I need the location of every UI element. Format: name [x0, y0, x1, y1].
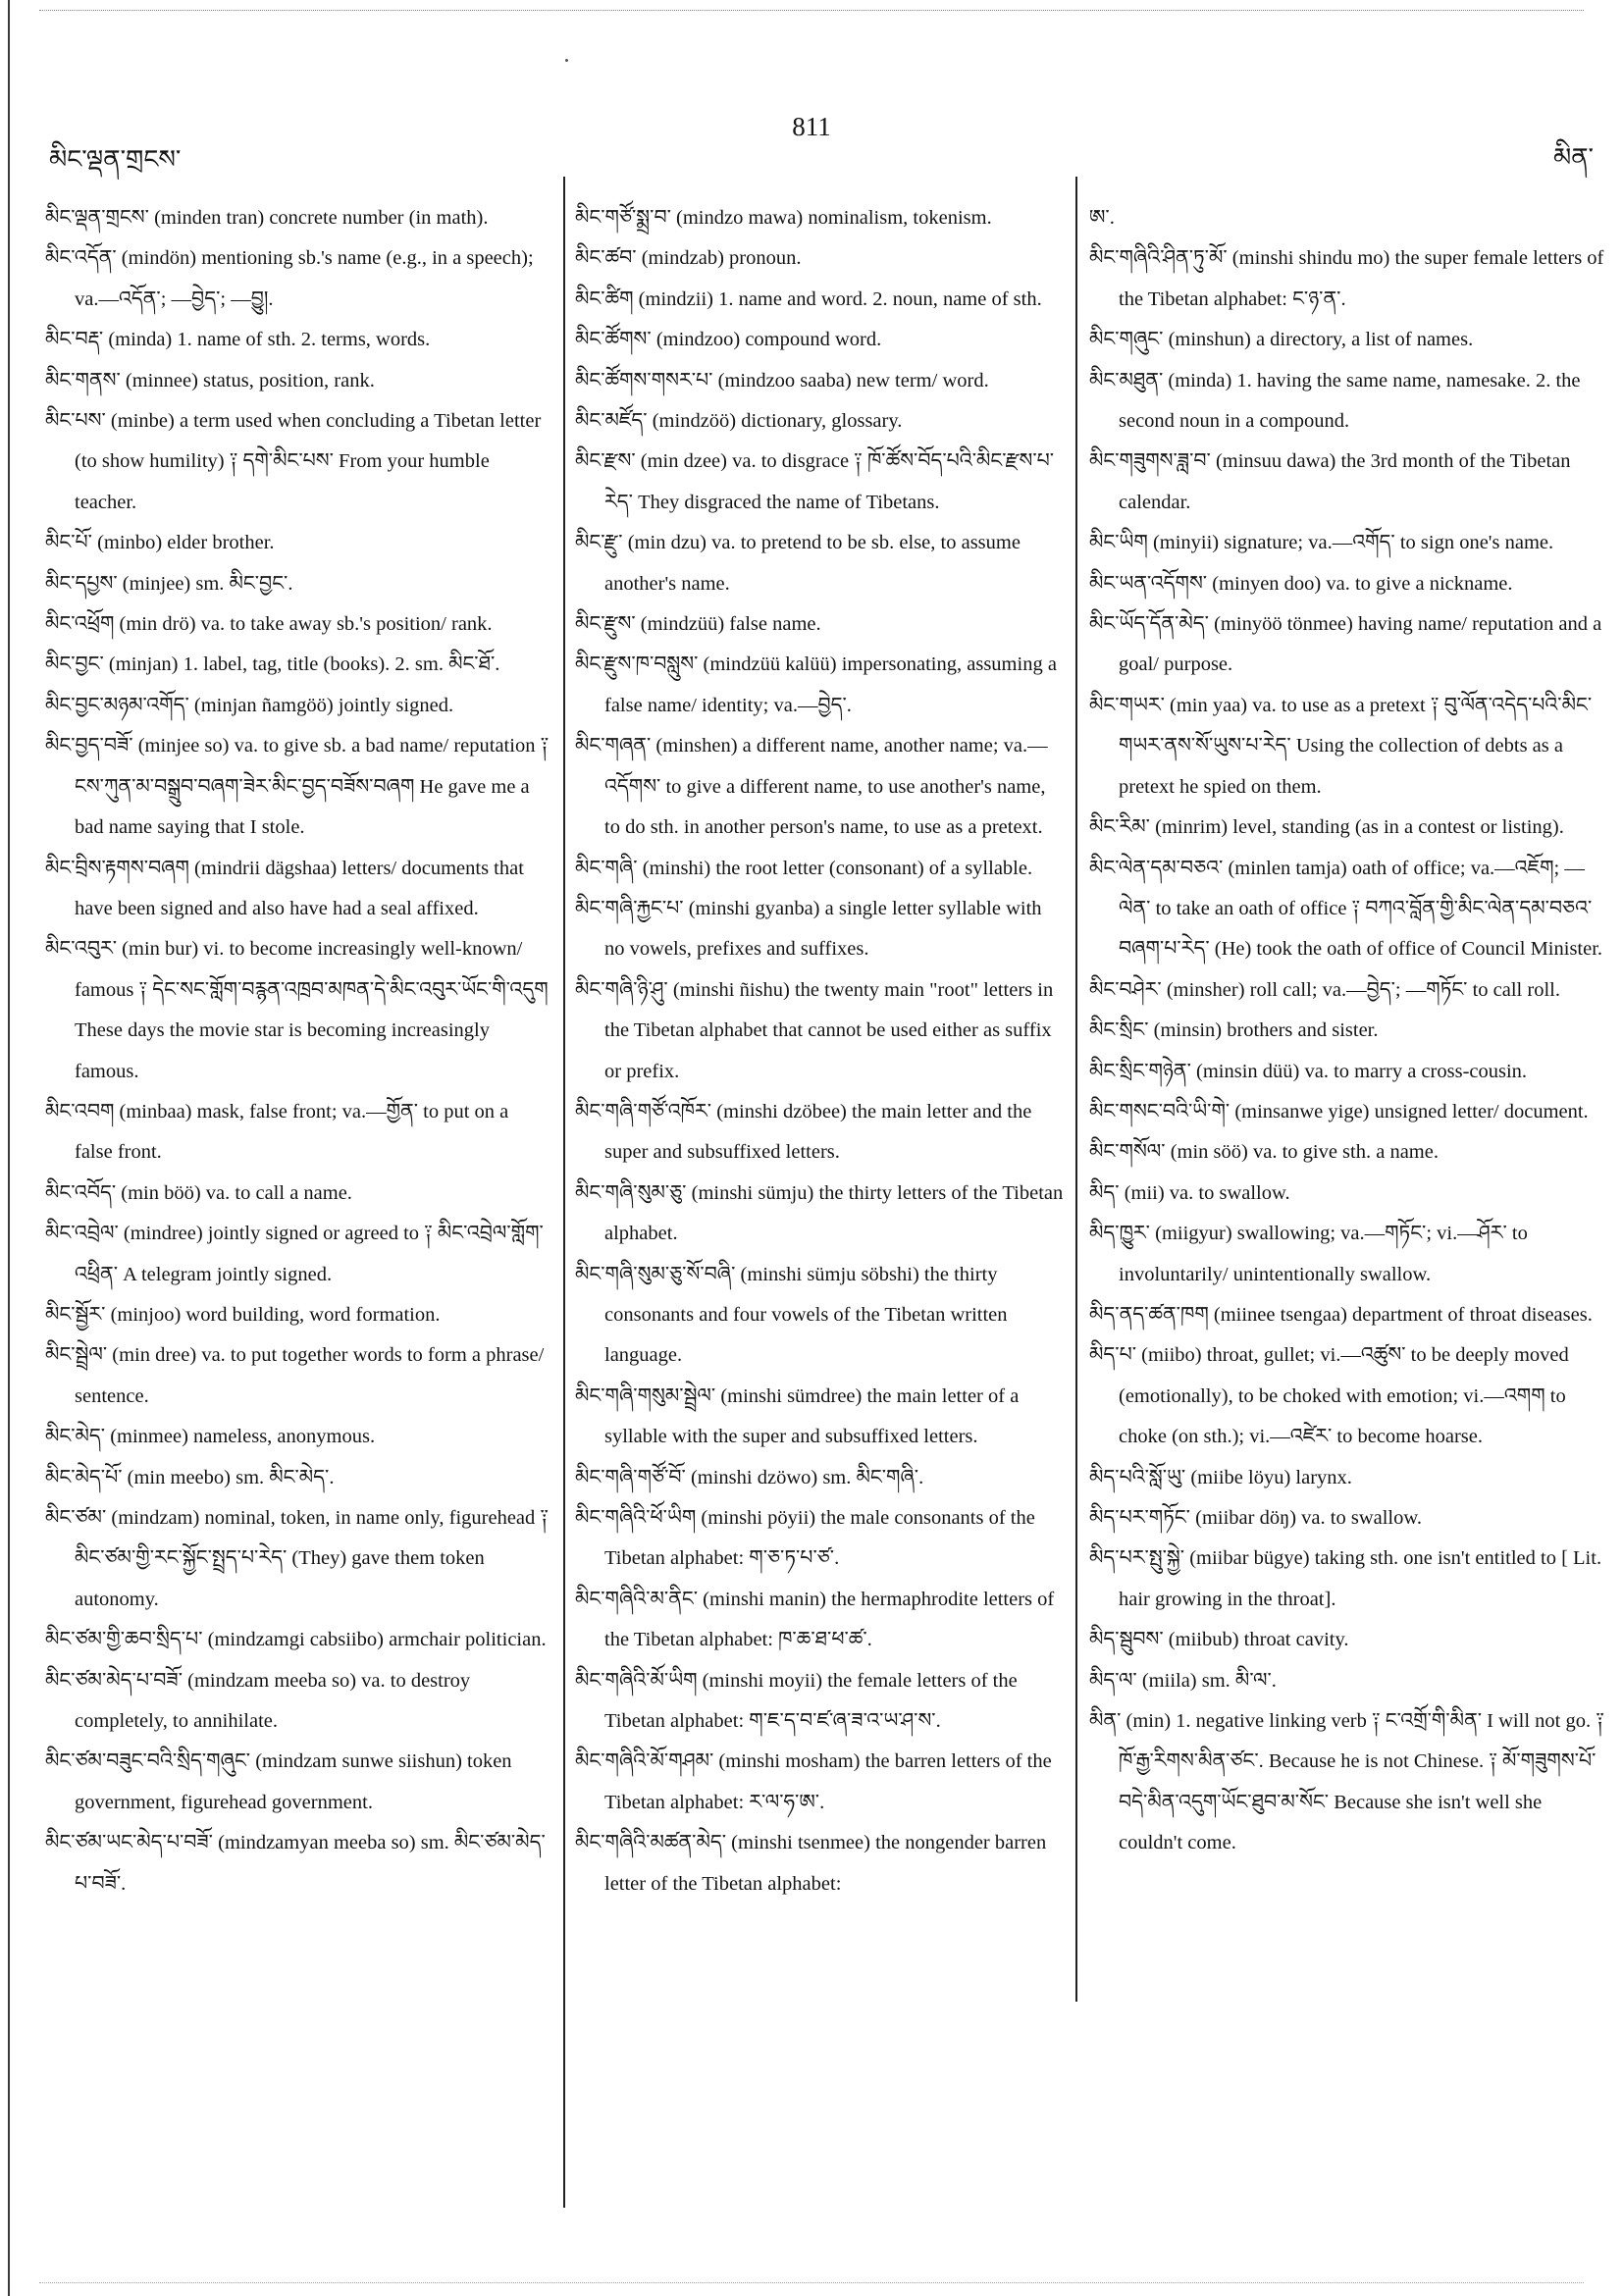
dictionary-entry: མིང་གནས་ (minnee) status, position, rank.: [45, 369, 375, 391]
dictionary-entry: མིང་བརྡ་ (minda) 1. name of sth. 2. terms, words.: [45, 329, 431, 351]
scan-bottom-edge: [39, 2282, 1584, 2284]
dictionary-entry: མིང་ཚབ་ (mindzab) pronoun.: [575, 247, 802, 270]
dictionary-entry: མིད་ལ་ (miila) sm. མི་ལ་.: [1089, 1669, 1277, 1692]
dictionary-entry: མིང་གཞི་རྐྱང་པ་ (minshi gyanba) a single letter syllable with no vowels, prefixes and suffixes.: [575, 897, 1042, 961]
dictionary-entry: མིད་ནད་ཚན་ཁག (miinee tsengaa) department of throat diseases.: [1089, 1303, 1593, 1326]
dictionary-entry: མིང་ཚིག (mindzii) 1. name and word. 2. noun, name of sth.: [575, 287, 1042, 310]
scan-speck: [565, 59, 568, 62]
dictionary-entry: མིང་ཙམ་ཡང་མེད་པ་བཟོ་ (mindzamyan meeba so) sm. མིང་ཙམ་མེད་པ་བཟོ་.: [45, 1832, 546, 1895]
dictionary-entry: མིང་པོ་ (minbo) elder brother.: [45, 532, 275, 554]
dictionary-entry: མིང་གཞི་སུམ་ཅུ་ (minshi sümju) the thirty letters of the Tibetan alphabet.: [575, 1181, 1064, 1245]
dictionary-entry: མིང་གཡར་ (min yaa) va. to use as a pretext ༑ བུ་ལོན་འདེད་པའི་མིང་གཡར་ནས་སོ་ཡུས་པ་རེད་ Using the collection of debts as a pretext he spied on them.: [1089, 694, 1593, 798]
dictionary-entry: མིང་གཞི་གསུམ་སྦྲེལ་ (minshi sümdree) the main letter of a syllable with the super and subsuffixed letters.: [575, 1384, 1020, 1448]
running-head-left: མིང་ལྡན་གྲངས་: [49, 145, 182, 174]
page-number: 811: [792, 112, 831, 141]
dictionary-entry: མིང་གཙོ་སྨྲ་བ་ (mindzo mawa) nominalism, tokenism.: [575, 207, 992, 229]
dictionary-entry: མིང་པས་ (minbe) a term used when concluding a Tibetan letter (to show humility) ༑ དགེ་མིང་པས་ From your humble teacher.: [45, 410, 542, 513]
dictionary-entry: མིང་མེད་པོ་ (min meebo) sm. མིང་མེད་.: [45, 1466, 335, 1488]
dictionary-entry: མིང་འཕྲོག (min drö) va. to take away sb.'s position/ rank.: [45, 613, 493, 636]
dictionary-entry: མིང་ཙམ་གྱི་ཆབ་སྲིད་པ་ (mindzamgi cabsiibo) armchair politician.: [45, 1629, 547, 1651]
column-divider: [563, 177, 565, 2208]
dictionary-entry: མིན་ (min) 1. negative linking verb ༑ ང་འགྲོ་གི་མིན་ I will not go. ༑ ཁོ་རྒྱ་རིགས་མིན་ཙང་. Because he is not Chinese. ༑ མོ་གཟུགས་པོ་བདེ་མིན་འདུག་ཡོང་ཐུབ་མ་སོང་ Because she isn't well she couldn't come.: [1089, 1710, 1604, 1854]
dictionary-entry: མིང་གཟུགས་ཟླ་བ་ (minsuu dawa) the 3rd month of the Tibetan calendar.: [1089, 450, 1571, 513]
dictionary-entry: མིད་སྦུབས་ (miibub) throat cavity.: [1089, 1629, 1349, 1651]
dictionary-entry: མིང་འབོད་ (min böö) va. to call a name.: [45, 1181, 352, 1204]
dictionary-entry: མིང་ཡན་འདོགས་ (minyen doo) va. to give a nickname.: [1089, 572, 1513, 595]
dictionary-entry: མིང་གཞིའི་མོ་གཤམ་ (minshi mosham) the barren letters of the Tibetan alphabet: ར་ལ་ཧ་ཨ་.: [575, 1750, 1052, 1813]
dictionary-entry: མིང་གཞིའི་ཕོ་ཡིག (minshi pöyii) the male consonants of the Tibetan alphabet: ག་ཅ་ཏ་པ་ཙ་.: [575, 1507, 1035, 1570]
dictionary-entry: མིང་འབུར་ (min bur) vi. to become increasingly well-known/ famous ༑ དེང་སང་གློག་བརྙན་འཁྲབ་མཁན་དེ་མིང་འབུར་ཡོང་གི་འདུག These days the movie star is becoming increasingly famous.: [45, 938, 549, 1082]
dictionary-entry: མིང་གཞིའི་མཚན་མེད་ (minshi tsenmee) the nongender barren letter of the Tibetan alphabet:: [575, 1832, 1047, 1895]
dictionary-entry: མིང་ལྡན་གྲངས་ (minden tran) concrete number (in math).: [45, 207, 489, 229]
dictionary-entry: མིང་གསོལ་ (min söö) va. to give sth. a name.: [1089, 1141, 1439, 1164]
dictionary-entry: མིང་སྲིང་གཉེན་ (minsin düü) va. to marry a cross-cousin.: [1089, 1060, 1528, 1082]
dictionary-entry: མིང་སྦྲེལ་ (min dree) va. to put together words to form a phrase/ sentence.: [45, 1344, 545, 1407]
dictionary-entry: མིང་གསང་བའི་ཡི་གེ་ (minsanwe yige) unsigned letter/ document.: [1089, 1100, 1589, 1122]
dictionary-entry: མིང་བྲིས་རྟགས་བཞག (mindrii dägshaa) letters/ documents that have been signed and also have had a seal affixed.: [45, 857, 524, 919]
dictionary-entry: མིང་འདོན་ (mindön) mentioning sb.'s name (e.g., in a speech); va.—འདོན་; —བྱེད་; —བྱུ།.: [45, 247, 534, 310]
dictionary-entry: མིང་འབག (minbaa) mask, false front; va.—གྱོན་ to put on a false front.: [45, 1100, 509, 1164]
dictionary-entry: མིང་ལེན་དམ་བཅའ་ (minlen tamja) oath of office; va.—འཇོག; —ལེན་ to take an oath of office ༑ བཀའ་བློན་གྱི་མིང་ལེན་དམ་བཅའ་བཞག་པ་རེད་ (He) took the oath of office of Council Minister.: [1089, 857, 1603, 961]
dictionary-entry: མིང་རྫས་ (min dzee) va. to disgrace ༑ ཁོ་ཚོས་བོད་པའི་མིང་རྫས་པ་རེད་ They disgraced the name of Tibetans.: [575, 450, 1055, 513]
dictionary-entry: མིང་ཡོད་དོན་མེད་ (minyöö tönmee) having name/ reputation and a goal/ purpose.: [1089, 613, 1602, 676]
dictionary-entry: མིང་སྲིང་ (minsin) brothers and sister.: [1089, 1019, 1379, 1042]
dictionary-entry: མིང་ཚོགས་གསར་པ་ (mindzoo saaba) new term/ word.: [575, 369, 989, 391]
dictionary-entry: མིང་ཚོགས་ (mindzoo) compound word.: [575, 329, 882, 351]
dictionary-entry: མིང་ཡིག (minyii) signature; va.—འགོད་ to sign one's name.: [1089, 532, 1554, 554]
dictionary-entry: མིང་གཞི་ (minshi) the root letter (consonant) of a syllable.: [575, 857, 1033, 879]
dictionary-entry: མིང་གཞུང་ (minshun) a directory, a list of names.: [1089, 329, 1474, 351]
dictionary-entry: མིད་ཁྱུར་ (miigyur) swallowing; va.—གཏོང་; vi.—ཤོར་ to involuntarily/ unintentionally swallow.: [1089, 1223, 1528, 1285]
dictionary-entry: མིང་བྱང་མཉམ་འགོད་ (minjan ñamgöö) jointly signed.: [45, 694, 454, 716]
dictionary-entry: མིང་བཤེར་ (minsher) roll call; va.—བྱེད་; —གཏོང་ to call roll.: [1089, 978, 1560, 1001]
dictionary-entry: མིང་སྦྱོར་ (minjoo) word building, word formation.: [45, 1303, 441, 1326]
dictionary-entry: མིང་གཞི་སུམ་ཅུ་སོ་བཞི་ (minshi sümju söbshi) the thirty consonants and four vowels of the Tibetan written language.: [575, 1263, 1008, 1367]
dictionary-entry: མིང་གཞིའི་ཤིན་ཏུ་མོ་ (minshi shindu mo) the super female letters of the Tibetan alphabet: ང་ཉ་ན་.: [1089, 247, 1604, 310]
dictionary-entry: མིང་གཞན་ (minshen) a different name, another name; va.—འདོགས་ to give a different name, to use another's name, to do sth. in another person's name, to use as a pretext.: [575, 735, 1048, 839]
dictionary-entry: མིད་པའི་སློ་ཡུ་ (miibe löyu) larynx.: [1089, 1466, 1352, 1488]
column-divider: [1075, 177, 1077, 2002]
dictionary-column-2: [575, 198, 1066, 1905]
dictionary-entry: མིང་འབྲེལ་ (mindree) jointly signed or agreed to ༑ མིང་འབྲེལ་གློག་འཕྲིན་ A telegram jointly signed.: [45, 1223, 544, 1285]
dictionary-entry: མིང་གཞི་གཙོ་འཁོར་ (minshi dzöbee) the main letter and the super and subsuffixed letters.: [575, 1100, 1032, 1164]
running-head-right: མིན་: [1552, 143, 1594, 172]
dictionary-entry: ཨ་.: [1089, 207, 1115, 229]
dictionary-entry: མིང་རྫུས་ (mindzüü) false name.: [575, 613, 821, 636]
dictionary-entry: མིང་གཞིའི་མོ་ཡིག (minshi moyii) the female letters of the Tibetan alphabet: ག་ཇ་ད་བ་ཛ་ཞ་ཟ་འ་ཡ་ཤ་ས་.: [575, 1669, 1018, 1733]
dictionary-entry: མིད་པ་ (miibo) throat, gullet; vi.—འཚུས་ to be deeply moved (emotionally), to be choked with emotion; vi.—འགག to choke (on sth.); vi.—འཛེར་ to become hoarse.: [1089, 1344, 1569, 1448]
dictionary-entry: མིང་རྫུས་ཁ་བསླུས་ (mindzüü kalüü) impersonating, assuming a false name/ identity; va.—བྱེད་.: [575, 653, 1057, 716]
dictionary-entry: མིང་ཙམ་བཟུང་བའི་སྲིད་གཞུང་ (mindzam sunwe siishun) token government, figurehead government.: [45, 1750, 512, 1813]
dictionary-column-3: [1089, 198, 1607, 1864]
dictionary-entry: མིང་མཛོད་ (mindzöö) dictionary, glossary.: [575, 410, 903, 433]
dictionary-entry: མིང་རིམ་ (minrim) level, standing (as in a contest or listing).: [1089, 816, 1564, 839]
page-header: [0, 110, 1623, 174]
dictionary-entry: མིང་ཙམ་མེད་པ་བཟོ་ (mindzam meeba so) va. to destroy completely, to annihilate.: [45, 1669, 471, 1733]
dictionary-entry: མིད་ (mii) va. to swallow.: [1089, 1181, 1290, 1204]
dictionary-entry: མིང་གཞིའི་མ་ནིང་ (minshi manin) the hermaphrodite letters of the Tibetan alphabet: ཁ་ཆ་ཐ་ཕ་ཚ་.: [575, 1588, 1055, 1651]
dictionary-column-1: [45, 198, 551, 1905]
dictionary-entry: མིད་པར་གཏོང་ (miibar döŋ) va. to swallow.: [1089, 1507, 1422, 1529]
dictionary-entry: མིང་བྱང་ (minjan) 1. label, tag, title (books). 2. sm. མིང་ཐོ་.: [45, 653, 500, 676]
dictionary-entry: མིང་རྫུ་ (min dzu) va. to pretend to be sb. else, to assume another's name.: [575, 532, 1021, 595]
dictionary-entry: མིད་པར་སྤུ་སྐྱེ་ (miibar bügye) taking sth. one isn't entitled to [ Lit. hair growing in the throat].: [1089, 1547, 1602, 1610]
scan-top-edge: [39, 10, 1584, 12]
dictionary-entry: མིང་མཐུན་ (minda) 1. having the same name, namesake. 2. the second noun in a compound.: [1089, 369, 1581, 433]
dictionary-entry: མིང་ཙམ་ (mindzam) nominal, token, in name only, figurehead ༑ མིང་ཙམ་གྱི་རང་སྐྱོང་སྤྲད་པ་རེད་ (They) gave them token autonomy.: [45, 1507, 550, 1610]
dictionary-entry: མིང་གཞི་ཉི་ཤུ་ (minshi ñishu) the twenty main "root" letters in the Tibetan alphabet that cannot be used either as suffix or prefix.: [575, 978, 1054, 1082]
dictionary-entry: མིང་མེད་ (minmee) nameless, anonymous.: [45, 1426, 376, 1448]
dictionary-entry: མིང་གཞི་གཙོ་བོ་ (minshi dzöwo) sm. མིང་གཞི་.: [575, 1466, 924, 1488]
dictionary-entry: མིང་དཔྱས་ (minjee) sm. མིང་བྱང་.: [45, 572, 293, 595]
binding-edge-line: [8, 0, 10, 2296]
dictionary-entry: མིང་བྱད་བཟོ་ (minjee so) va. to give sb. a bad name/ reputation ༑ ངས་ཀུན་མ་བསྒྲུབ་བཞག་ཟེར་མིང་བྱད་བཟོས་བཞག He gave me a bad name saying that I stole.: [45, 735, 550, 839]
